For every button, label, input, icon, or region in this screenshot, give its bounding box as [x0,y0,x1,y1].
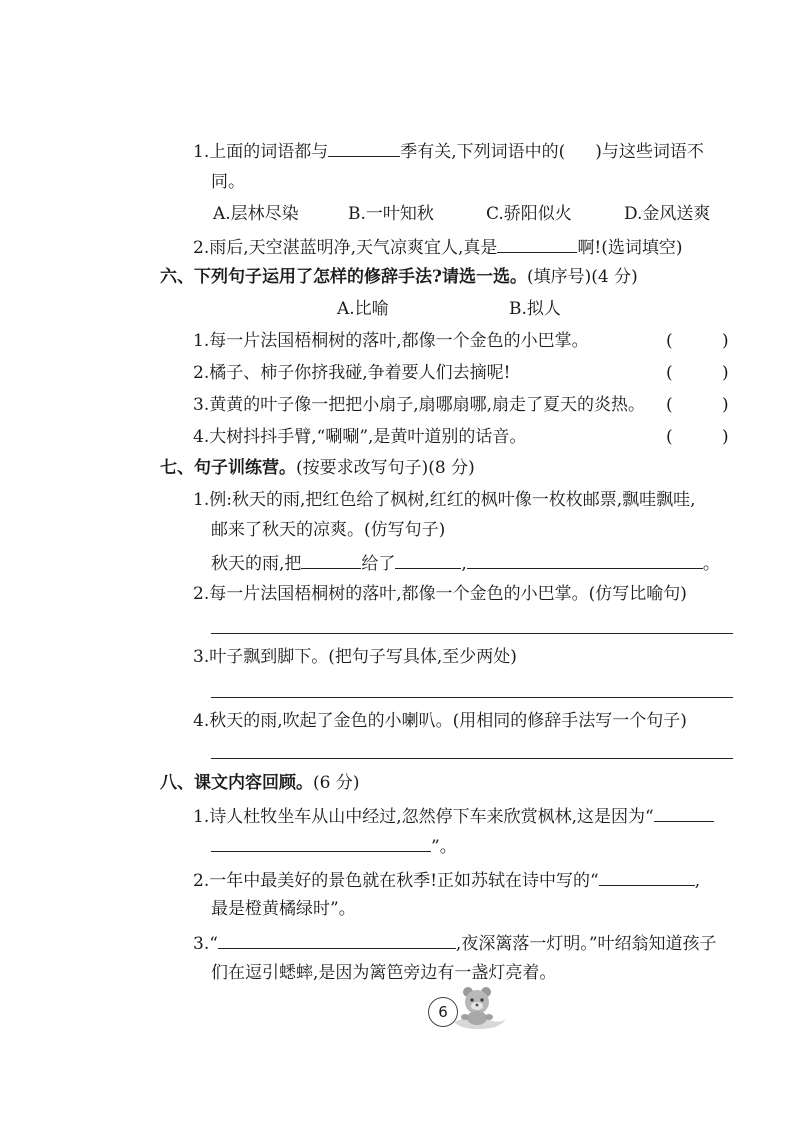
q5-item-1 [193,138,704,164]
q6-option-a: A.比喻 [337,299,389,319]
q7-item-3-answer-line[interactable] [211,697,733,698]
q8-item-2-blank[interactable] [599,867,695,886]
q6-option-b: B.拟人 [509,299,561,319]
q7-item-1-fill [211,550,720,576]
q8-item-2-text-c: 最是橙黄橘绿时”。 [211,899,356,919]
q6-item-3-rparen: ) [722,395,729,415]
q5-item-2-text-a: 2.雨后,天空湛蓝明净,天气凉爽宜人,真是 [193,238,498,258]
bear-mascot-icon [452,984,508,1032]
q8-item-3-blank[interactable] [218,930,456,949]
q8-note: (6 分) [313,773,360,793]
q8-item-2-text-a: 2.一年中最美好的景色就在秋季!正如苏轼在诗中写的“ [193,871,599,891]
q6-item-2-rparen: ) [722,363,729,383]
q8-item-1-text-a: 1.诗人杜牧坐车从山中经过,忽然停下车来欣赏枫林,这是因为“ [193,807,654,827]
q7-fill-text-b: 给了 [361,554,396,574]
q6-item-3-lparen: ( [666,395,673,415]
q8-item-1-blank-b[interactable] [211,833,431,852]
q8-item-1-blank-a[interactable] [654,803,714,822]
q7-fill-blank-1[interactable] [301,550,361,569]
q8-item-2-text-b: , [694,871,701,891]
q5-item-2 [193,234,683,260]
q5-option-d: D.金风送爽 [624,204,711,224]
q7-title: 七、句子训练营。 [160,458,296,478]
q8-item-1 [193,803,714,829]
q7-item-2: 2.每一片法国梧桐树的落叶,都像一个金色的小巴掌。(仿写比喻句) [193,584,687,604]
q8-item-3-text-c: 们在逗引蟋蟀,是因为篱笆旁边有一盏灯亮着。 [211,963,557,983]
q6-item-1: 1.每一片法国梧桐树的落叶,都像一个金色的小巴掌。 [193,331,589,351]
q6-item-4: 4.大树抖抖手臂,“唰唰”,是黄叶道别的话音。 [193,427,527,447]
q7-fill-text-c: , [461,554,467,574]
q5-option-b: B.一叶知秋 [348,204,434,224]
page-number-badge: 6 [428,997,458,1027]
q5-option-c: C.骄阳似火 [486,204,572,224]
q6-item-2: 2.橘子、柿子你挤我碰,争着要人们去摘呢! [193,363,511,383]
q7-note: (按要求改写句子)(8 分) [296,458,475,478]
q7-item-3: 3.叶子飘到脚下。(把句子写具体,至少两处) [193,647,517,667]
q8-heading [160,771,359,795]
q5-item-1-text-b: 季有关,下列词语中的( [400,142,566,162]
q8-item-2 [193,867,700,893]
q7-item-4: 4.秋天的雨,吹起了金色的小喇叭。(用相同的修辞手法写一个句子) [193,711,687,731]
q6-item-3: 3.黄黄的叶子像一把把小扇子,扇哪扇哪,扇走了夏天的炎热。 [193,395,646,415]
q8-item-3-text-a: 3.“ [193,934,218,954]
q7-heading [160,456,475,480]
q5-item-2-text-b: 啊!(选词填空) [577,238,683,258]
q8-item-1-text-b: ”。 [431,837,457,857]
q6-note: (填序号)(4 分) [526,267,638,287]
q5-item-1-text-c: )与这些词语不 [595,142,704,162]
q6-title: 六、下列句子运用了怎样的修辞手法?请选一选。 [160,267,527,287]
q8-title: 八、课文内容回顾。 [160,773,313,793]
q8-item-3 [193,930,717,956]
q6-item-4-rparen: ) [722,427,729,447]
q8-item-3-text-b: ,夜深篱落一灯明。”叶绍翁知道孩子 [455,934,717,954]
q5-item-1-blank[interactable] [328,138,400,157]
q7-fill-blank-2[interactable] [395,550,461,569]
q6-item-4-lparen: ( [666,427,673,447]
q7-item-1-text-a: 1.例:秋天的雨,把红色给了枫树,红红的枫叶像一枚枚邮票,飘哇飘哇, [193,490,696,510]
q6-item-1-rparen: ) [722,331,729,351]
q6-item-2-lparen: ( [666,363,673,383]
q7-fill-text-a: 秋天的雨,把 [211,554,302,574]
q7-fill-text-d: 。 [702,554,720,574]
q6-heading [160,265,638,289]
q5-item-1-text-d: 同。 [211,172,245,192]
q5-option-a: A.层林尽染 [213,204,299,224]
q7-item-2-answer-line[interactable] [211,633,733,634]
q6-item-1-lparen: ( [666,331,673,351]
q7-fill-blank-3[interactable] [467,550,703,569]
q7-item-4-answer-line[interactable] [211,758,733,759]
q8-item-1-cont [211,833,457,859]
q5-item-1-text-a: 1.上面的词语都与 [193,142,329,162]
q5-item-2-blank[interactable] [497,234,577,253]
q7-item-1-text-b: 邮来了秋天的凉爽。(仿写句子) [211,520,446,540]
